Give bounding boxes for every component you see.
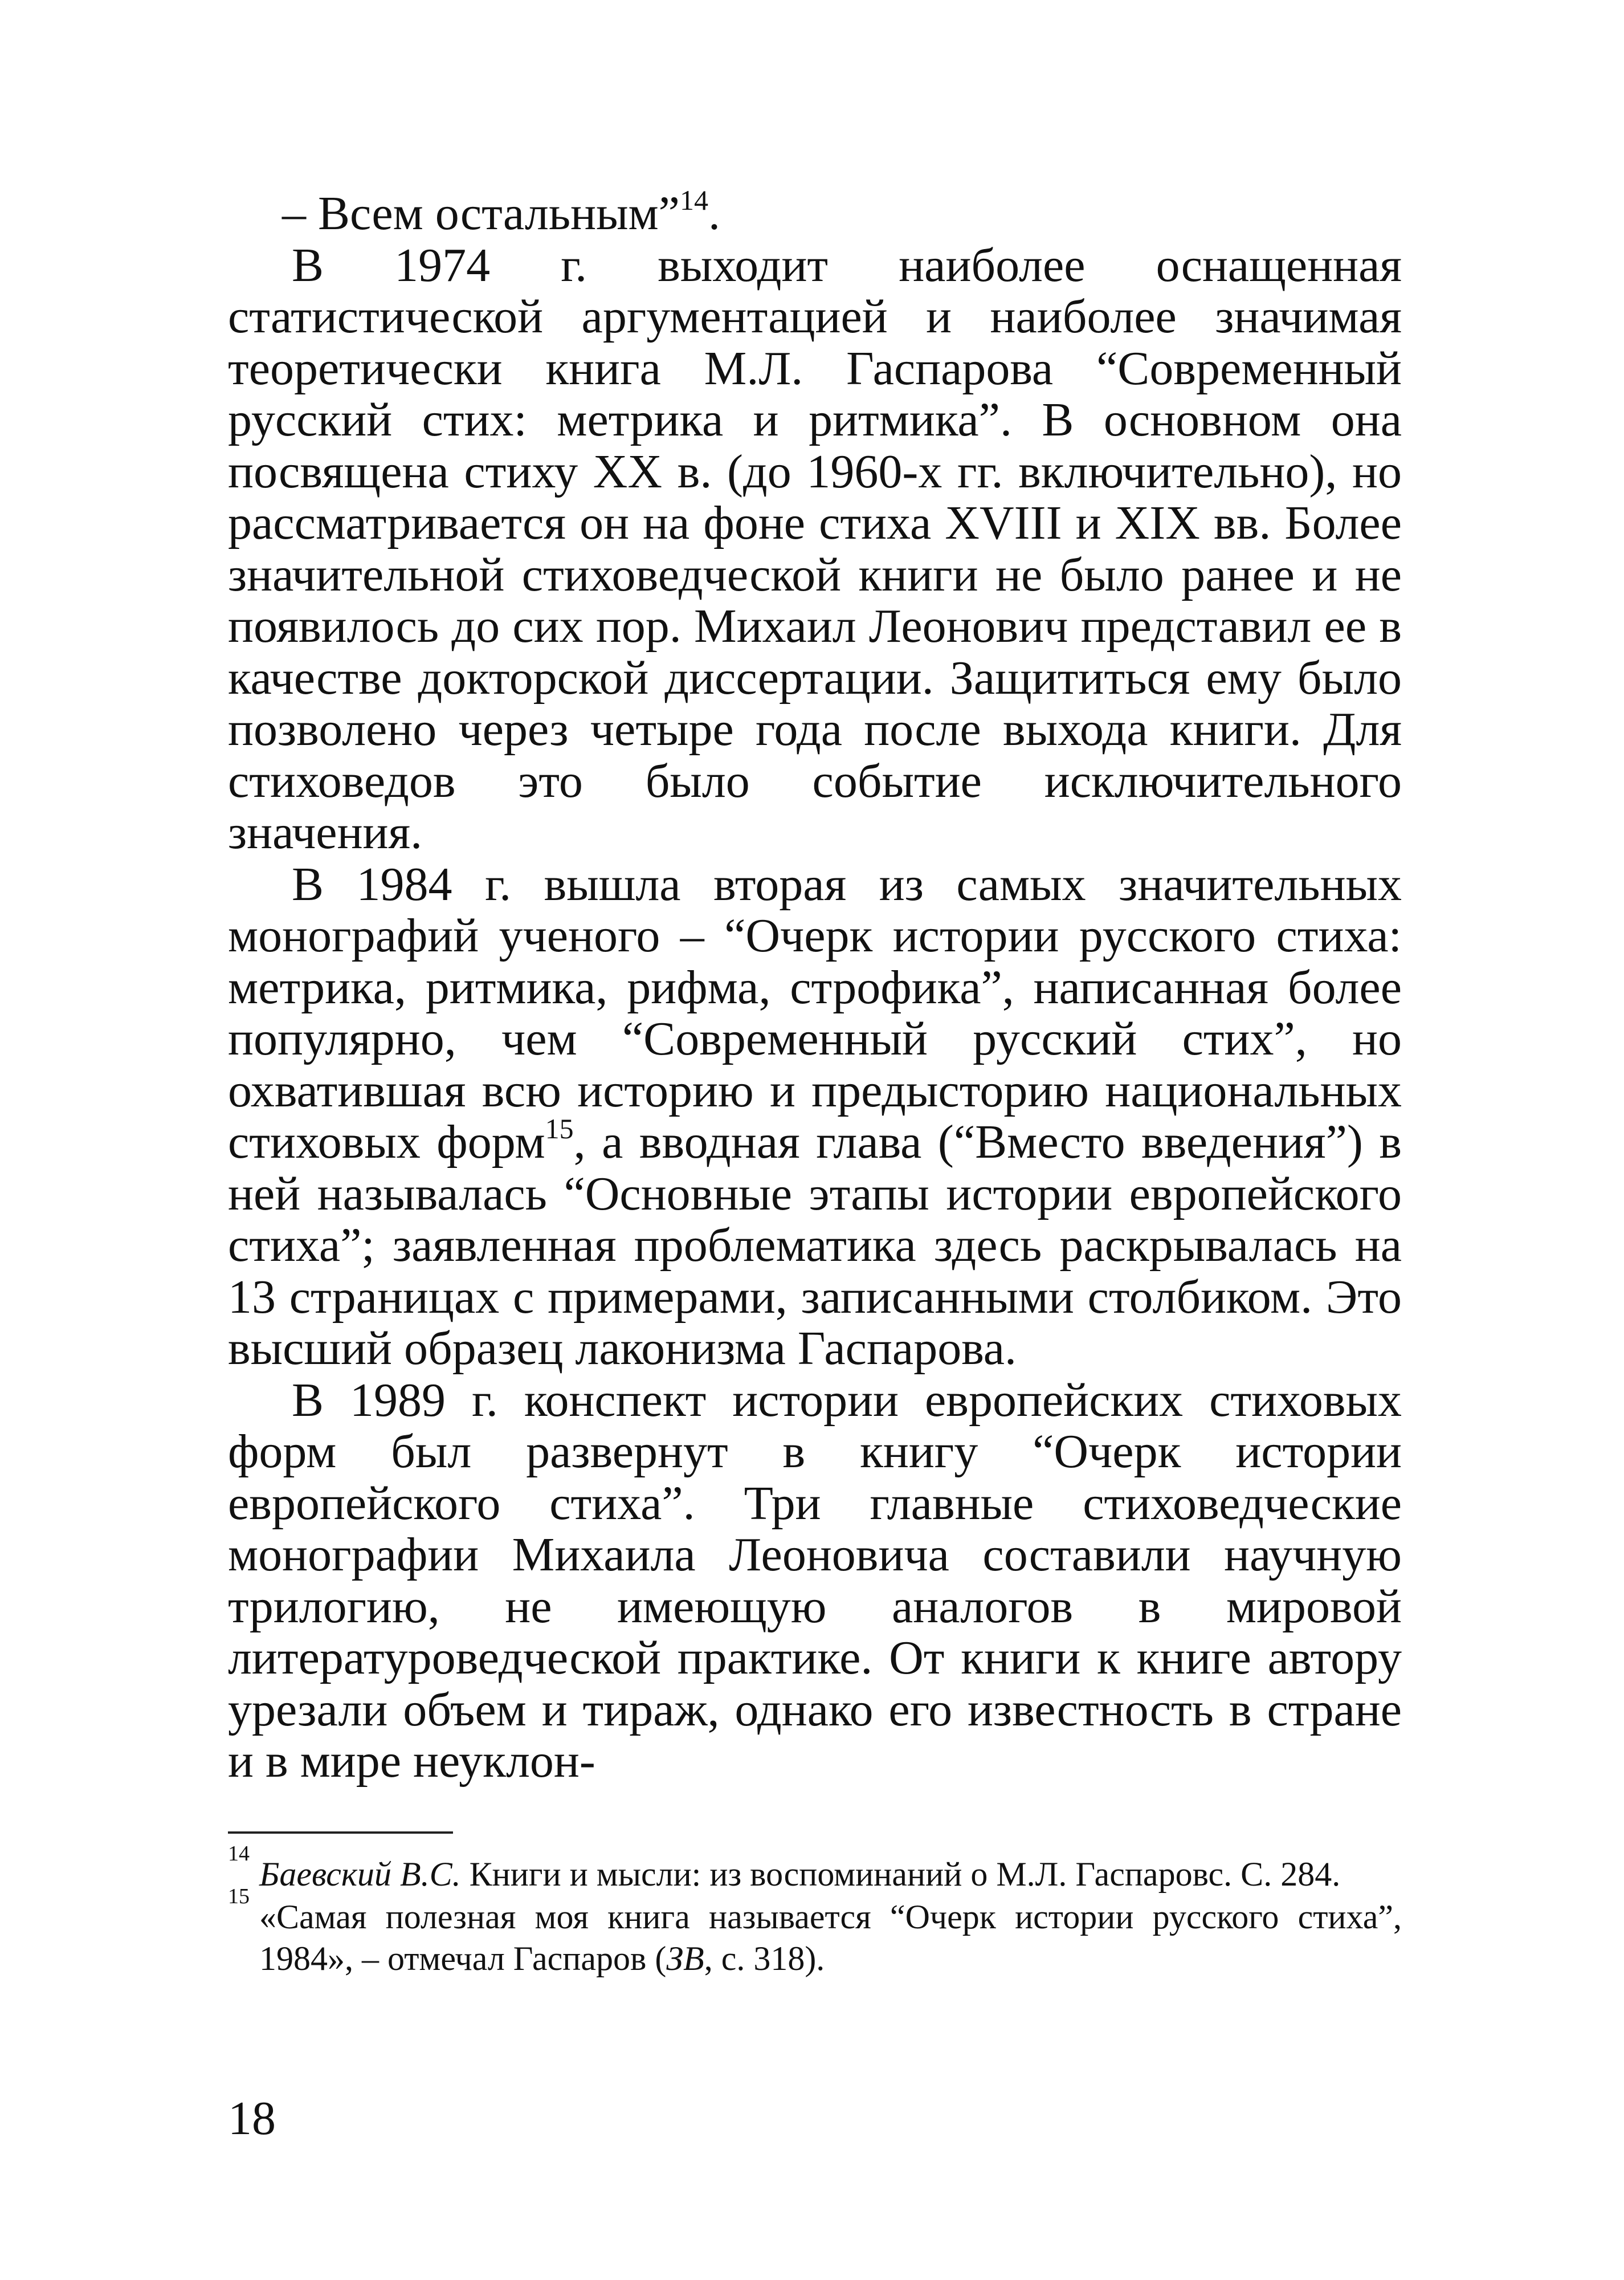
paragraph-1-tail: . — [708, 187, 720, 240]
paragraph-3-before: В 1984 г. вышла вторая из самых значительных монографий ученого – “Очерк истории русского стиха: метрика, ритмика, рифма, строфика”, написанная более популярно, чем “Современный русский стих”, но охватившая всю историю и предысторию национальных стиховых форм — [228, 857, 1402, 1168]
footnote-ref-15[interactable]: 15 — [545, 1113, 574, 1145]
footnote-15: 15 «Самая полезная моя книга называется “Очерк истории русского стиха”, 1984», – отмечал Гаспаров (ЗВ, с. 318). — [228, 1884, 1402, 1977]
footnotes — [228, 1842, 1402, 1980]
paragraph-1 — [228, 184, 1402, 240]
main-text — [228, 184, 1402, 1788]
paragraph-4: В 1989 г. конспект истории европейских стиховых форм был развернут в книгу “Очерк истории европейского стиха”. Три главные стиховедческие монографии Михаила Леоновича составили научную трилогию, не имеющую аналогов в мировой литературоведческой практике. От книги к книге автору урезали объем и тираж, однако его известность в стране и в мире неуклон- — [228, 1373, 1402, 1788]
footnote-14-text: Книги и мысли: из воспоминаний о М.Л. Гаспаровс. С. 284. — [460, 1855, 1341, 1893]
footnote-15-source: ЗВ — [666, 1940, 704, 1977]
paragraph-1-text: – Всем остальным” — [282, 187, 680, 240]
paragraph-3-after: , а вводная глава (“Вместо введения”) в ней называлась “Основные этапы истории европейского стиха”; заявленная проблематика здесь раскрывалась на 13 страницах с примерами, записанными столбиком. Это высший образец лаконизма Гаспарова. — [228, 1115, 1402, 1375]
footnote-15-before: «Самая полезная моя книга называется “Очерк истории русского стиха”, 1984», – отмечал Гаспаров ( — [259, 1898, 1402, 1977]
footnote-14-author: Баевский В.С. — [259, 1855, 461, 1893]
footnote-separator — [228, 1831, 453, 1834]
paragraph-3 — [228, 859, 1402, 1375]
footnote-15-after: , с. 318). — [704, 1940, 825, 1977]
footnote-ref-14[interactable]: 14 — [679, 184, 708, 216]
page-number: 18 — [228, 2092, 276, 2145]
paragraph-2: В 1974 г. выходит наиболее оснащенная статистической аргументацией и наиболее значимая теоретически книга М.Л. Гаспарова “Современный русский стих: метрика и ритмика”. В основном она посвящена стиху XX в. (до 1960-х гг. включительно), но рассматривается он на фоне стиха XVIII и XIX вв. Более значительной стиховедческой книги не было ранее и не появилось до сих пор. Михаил Леонович представил ее в качестве докторской диссертации. Защититься ему было позволено через четыре года после выхода книги. Для стиховедов это было событие исключительного значения. — [228, 238, 1402, 859]
footnote-14: 14 Баевский В.С. Книги и мысли: из воспоминаний о М.Л. Гаспаровс. С. 284. — [228, 1842, 1341, 1893]
